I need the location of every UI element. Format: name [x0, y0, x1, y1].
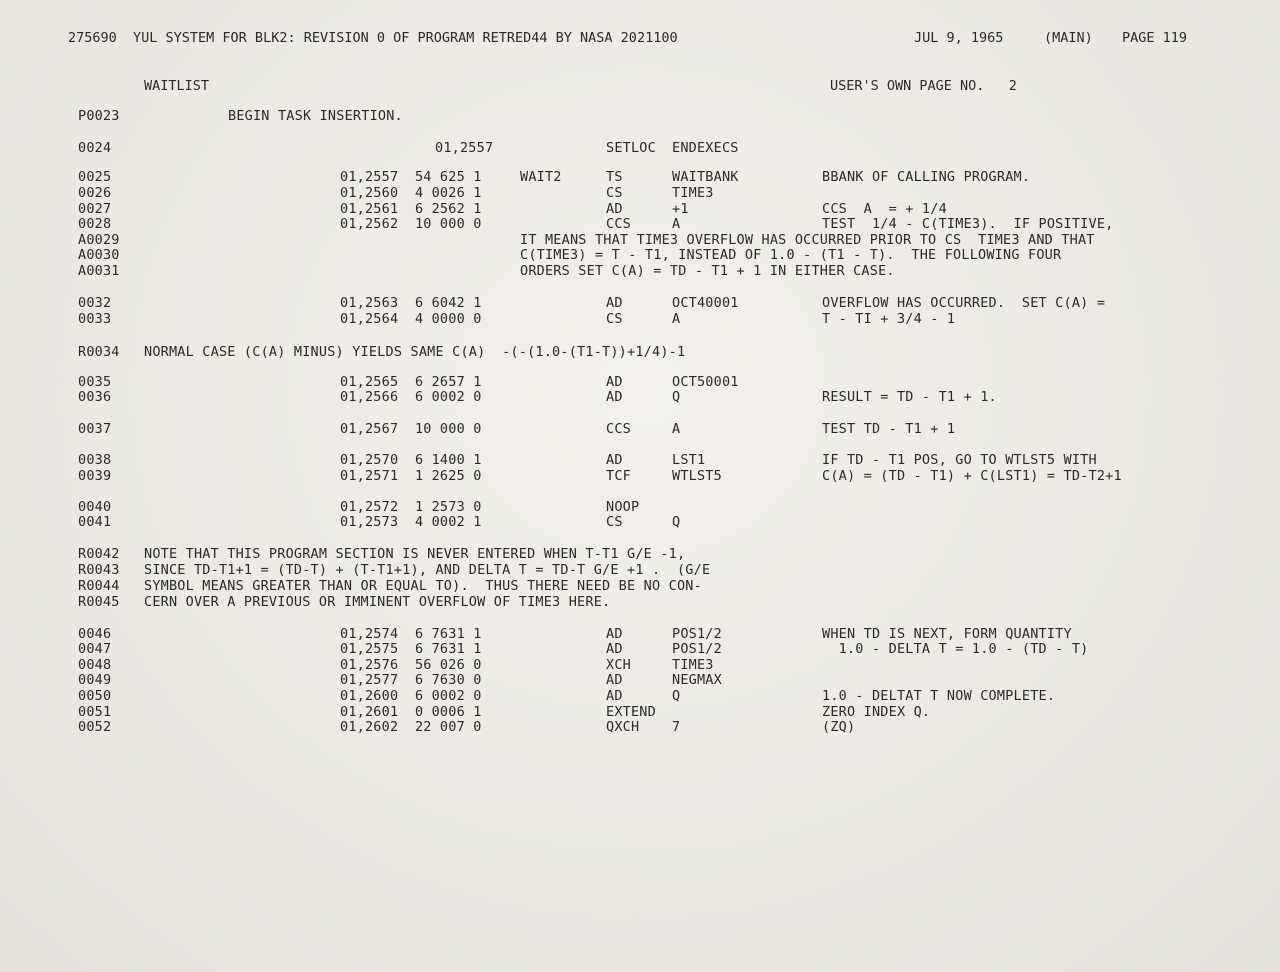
comment: TEST 1/4 - C(TIME3). IF POSITIVE, [822, 216, 1114, 232]
opcode: EXTEND [606, 704, 656, 720]
remark-continuation: ORDERS SET C(A) = TD - T1 + 1 IN EITHER CASE. [520, 263, 895, 279]
opcode: QXCH [606, 719, 640, 735]
opcode: AD [606, 374, 623, 390]
address-and-code: 01,2567 10 000 0 [340, 421, 482, 437]
comment: 1.0 - DELTA T = 1.0 - (TD - T) [822, 641, 1089, 657]
line-number: 0035 [78, 374, 112, 390]
listing-row [0, 500, 1280, 515]
line-number: 0027 [78, 201, 112, 217]
listing-row [0, 673, 1280, 688]
line-number: R0043 [78, 562, 120, 578]
opcode: CCS [606, 216, 631, 232]
address-and-code: 01,2576 56 026 0 [340, 657, 482, 673]
comment: T - TI + 3/4 - 1 [822, 311, 956, 327]
line-number: 0038 [78, 452, 112, 468]
operand: WAITBANK [672, 169, 739, 185]
listing-row [0, 595, 1280, 610]
operand: Q [672, 514, 681, 530]
listing-row [0, 627, 1280, 642]
line-number: R0045 [78, 594, 120, 610]
listing-row [0, 264, 1280, 279]
line-number: A0029 [78, 232, 120, 248]
operand: OCT50001 [672, 374, 739, 390]
address-and-code: 01,2602 22 007 0 [340, 719, 482, 735]
address-and-code: 01,2570 6 1400 1 [340, 452, 482, 468]
address-and-code: 01,2560 4 0026 1 [340, 185, 482, 201]
opcode: AD [606, 626, 623, 642]
listing-row [0, 642, 1280, 657]
remark-text: CERN OVER A PREVIOUS OR IMMINENT OVERFLOW OF TIME3 HERE. [144, 594, 611, 610]
listing-row [0, 689, 1280, 704]
listing-row [0, 705, 1280, 720]
remark-text: SYMBOL MEANS GREATER THAN OR EQUAL TO). THUS THERE NEED BE NO CON- [144, 578, 702, 594]
routine-name: WAITLIST [144, 78, 210, 94]
remark-text: SINCE TD-T1+1 = (TD-T) + (T-T1+1), AND DELTA T = TD-T G/E +1 . (G/E [144, 562, 711, 578]
address-and-code: 01,2566 6 0002 0 [340, 389, 482, 405]
comment: 1.0 - DELTAT T NOW COMPLETE. [822, 688, 1056, 704]
listing-row [0, 109, 1280, 124]
comment: C(A) = (TD - T1) + C(LST1) = TD-T2+1 [822, 468, 1122, 484]
listing-row [0, 547, 1280, 562]
opcode: SETLOC [606, 140, 656, 156]
opcode: AD [606, 295, 623, 311]
page-subheader [0, 78, 1280, 94]
line-number: 0033 [78, 311, 112, 327]
operand: NEGMAX [672, 672, 722, 688]
line-number: A0030 [78, 247, 120, 263]
line-number: 0025 [78, 169, 112, 185]
listing-row [0, 658, 1280, 673]
listing-row [0, 375, 1280, 390]
opcode: AD [606, 201, 623, 217]
listing-row [0, 141, 1280, 156]
comment: IF TD - T1 POS, GO TO WTLST5 WITH [822, 452, 1097, 468]
listing-row [0, 202, 1280, 217]
comment: WHEN TD IS NEXT, FORM QUANTITY [822, 626, 1072, 642]
remark-continuation: IT MEANS THAT TIME3 OVERFLOW HAS OCCURRED PRIOR TO CS TIME3 AND THAT [520, 232, 1095, 248]
listing-row [0, 248, 1280, 263]
opcode: TCF [606, 468, 631, 484]
comment: TEST TD - T1 + 1 [822, 421, 956, 437]
listing-row [0, 345, 1280, 360]
address-and-code: 01,2563 6 6042 1 [340, 295, 482, 311]
listing-row [0, 563, 1280, 578]
listing-row [0, 453, 1280, 468]
address-and-code: 01,2575 6 7631 1 [340, 641, 482, 657]
listing-row [0, 217, 1280, 232]
comment: BBANK OF CALLING PROGRAM. [822, 169, 1031, 185]
opcode: XCH [606, 657, 631, 673]
address-and-code: 01,2564 4 0000 0 [340, 311, 482, 327]
comment: OVERFLOW HAS OCCURRED. SET C(A) = [822, 295, 1106, 311]
line-number: 0051 [78, 704, 112, 720]
comment: RESULT = TD - T1 + 1. [822, 389, 997, 405]
opcode: CS [606, 311, 623, 327]
line-number: 0047 [78, 641, 112, 657]
line-number: 0041 [78, 514, 112, 530]
operand: TIME3 [672, 185, 714, 201]
banner-title: 275690 YUL SYSTEM FOR BLK2: REVISION 0 OF PROGRAM RETRED44 BY NASA 2021100 [68, 30, 678, 46]
listing-row [0, 233, 1280, 248]
listing-row [0, 390, 1280, 405]
remark-text: NORMAL CASE (C(A) MINUS) YIELDS SAME C(A) -(-(1.0-(T1-T))+1/4)-1 [144, 344, 686, 360]
address-and-code: 01,2571 1 2625 0 [340, 468, 482, 484]
operand: A [672, 311, 681, 327]
operand: A [672, 216, 681, 232]
opcode: AD [606, 641, 623, 657]
opcode: TS [606, 169, 623, 185]
opcode: AD [606, 672, 623, 688]
listing-row [0, 186, 1280, 201]
banner-date: JUL 9, 1965 [914, 30, 1004, 46]
opcode: NOOP [606, 499, 640, 515]
opcode: AD [606, 452, 623, 468]
operand: WTLST5 [672, 468, 722, 484]
page-banner [68, 30, 1208, 46]
address-and-code: 01,2565 6 2657 1 [340, 374, 482, 390]
operand: Q [672, 389, 681, 405]
comment: CCS A = + 1/4 [822, 201, 947, 217]
operand: A [672, 421, 681, 437]
line-number: R0042 [78, 546, 120, 562]
line-number: 0039 [78, 468, 112, 484]
opcode: CS [606, 185, 623, 201]
line-number: 0052 [78, 719, 112, 735]
address-and-code: 01,2557 [435, 140, 494, 156]
opcode: AD [606, 389, 623, 405]
label: WAIT2 [520, 169, 562, 185]
address-and-code: 01,2573 4 0002 1 [340, 514, 482, 530]
line-number: 0049 [78, 672, 112, 688]
operand: TIME3 [672, 657, 714, 673]
operand: ENDEXECS [672, 140, 739, 156]
users-page-number: USER'S OWN PAGE NO. 2 [830, 78, 1017, 94]
comment: ZERO INDEX Q. [822, 704, 931, 720]
operand: POS1/2 [672, 626, 722, 642]
listing-row [0, 515, 1280, 530]
line-number: 0026 [78, 185, 112, 201]
line-number: 0046 [78, 626, 112, 642]
opcode: CCS [606, 421, 631, 437]
opcode: CS [606, 514, 623, 530]
listing-row [0, 296, 1280, 311]
comment: (ZQ) [822, 719, 856, 735]
line-number: 0024 [78, 140, 112, 156]
operand: 7 [672, 719, 681, 735]
line-number: R0044 [78, 578, 120, 594]
address-and-code: 01,2574 6 7631 1 [340, 626, 482, 642]
address-and-code: 01,2601 0 0006 1 [340, 704, 482, 720]
opcode: AD [606, 688, 623, 704]
line-number: P0023 [78, 108, 120, 124]
address-and-code: 01,2572 1 2573 0 [340, 499, 482, 515]
line-number: 0050 [78, 688, 112, 704]
listing-row [0, 469, 1280, 484]
listing-row [0, 170, 1280, 185]
line-number: 0037 [78, 421, 112, 437]
remark-continuation: C(TIME3) = T - T1, INSTEAD OF 1.0 - (T1 - T). THE FOLLOWING FOUR [520, 247, 1062, 263]
operand: LST1 [672, 452, 706, 468]
listing-row [0, 422, 1280, 437]
operand: OCT40001 [672, 295, 739, 311]
line-number: 0036 [78, 389, 112, 405]
line-number: 0028 [78, 216, 112, 232]
line-number: 0048 [78, 657, 112, 673]
line-number: R0034 [78, 344, 120, 360]
line-number: 0032 [78, 295, 112, 311]
listing-row [0, 312, 1280, 327]
address-and-code: 01,2561 6 2562 1 [340, 201, 482, 217]
remark-text: NOTE THAT THIS PROGRAM SECTION IS NEVER ENTERED WHEN T-T1 G/E -1, [144, 546, 686, 562]
operand: +1 [672, 201, 689, 217]
address-and-code: 01,2600 6 0002 0 [340, 688, 482, 704]
line-number: A0031 [78, 263, 120, 279]
banner-page-number: PAGE 119 [1122, 30, 1188, 46]
section-header: BEGIN TASK INSERTION. [228, 108, 403, 124]
operand: POS1/2 [672, 641, 722, 657]
listing-row [0, 720, 1280, 735]
operand: Q [672, 688, 681, 704]
address-and-code: 01,2562 10 000 0 [340, 216, 482, 232]
address-and-code: 01,2557 54 625 1 [340, 169, 482, 185]
banner-section: (MAIN) [1044, 30, 1093, 46]
line-number: 0040 [78, 499, 112, 515]
address-and-code: 01,2577 6 7630 0 [340, 672, 482, 688]
listing-row [0, 579, 1280, 594]
